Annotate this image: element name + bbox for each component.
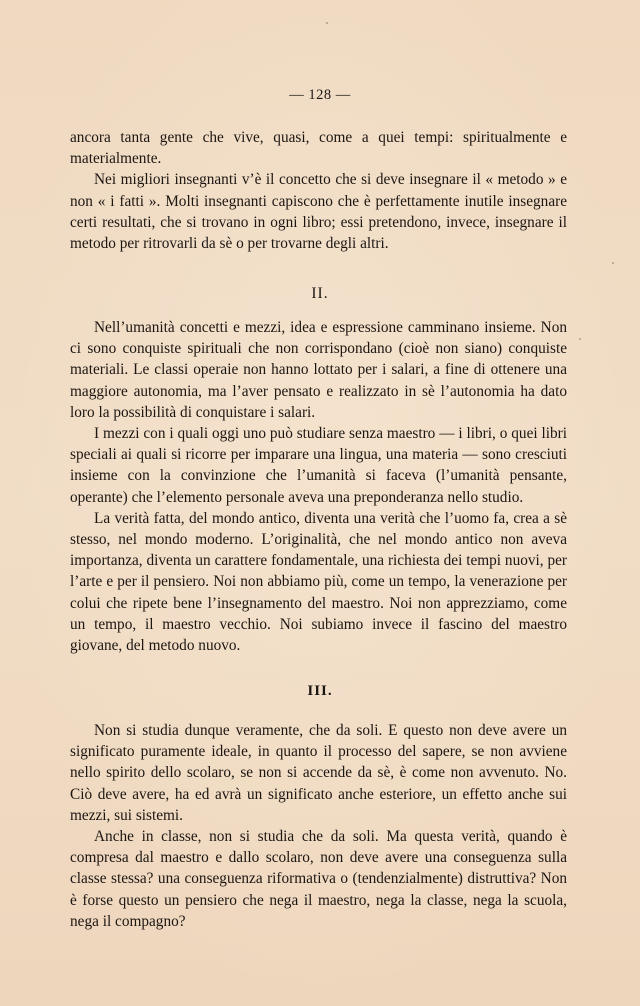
paragraph: Nei migliori insegnanti v’è il concetto che si deve insegnare il « metodo » e non « i fatti ». Molti insegnanti capiscono che è perfettamente inutile insegnare certi resultati, che si trovano in ogni libro; essi pretendono, invece, insegnare il metodo per ritrovarli da sè o per trovarne degli altri. <box>70 171 567 253</box>
section-2-text <box>70 317 567 656</box>
section-1-text <box>70 127 567 254</box>
section-heading-iii: III. <box>307 683 333 699</box>
paper-speck <box>579 338 581 340</box>
paper-speck <box>326 22 328 24</box>
paragraph: I mezzi con i quali oggi uno può studiare senza maestro — i libri, o quei libri speciali ai quali si ricorre per imparare una lingua, una materia — sono cresciuti insieme con la convinzione che l’umanità si faceva (l’umanità pensante, operante) che l’elemento personale aveva una preponderanza nello studio. <box>70 425 567 506</box>
paragraph: Non si studia dunque veramente, che da soli. E questo non deve avere un significato puramente ideale, in quanto il processo del sapere, se non avviene nello spirito dello scolaro, se non si accende da sè, è come non avvenuto. No. Ciò deve avere, ha ed avrà un significato anche esteriore, un effetto anche sui mezzi, sui sistemi. <box>70 722 567 824</box>
paper-speck <box>612 262 614 264</box>
paragraph: Nell’umanità concetti e mezzi, idea e espressione camminano insieme. Non ci sono conquiste spirituali che non corrispondano (cioè non siano) conquiste materiali. Le classi operaie non hanno lottato per i salari, a fine di ottenere una maggiore autonomia, ma l’aver pensato e realizzato in sè l’autonomia ha dato loro la possibilità di conquistare i salari. <box>70 319 567 421</box>
section-3-text <box>70 720 567 932</box>
paragraph: La verità fatta, del mondo antico, diventa una verità che l’uomo fa, crea a sè stesso, nel mondo moderno. L’originalità, che nel mondo antico non aveva importanza, diventa un carattere fondamentale, una richiesta dei tempi nuovi, per l’arte e per il pensiero. Noi non abbiamo più, come un tempo, la venerazione per colui che ripete bene l’insegnamento del maestro. Noi non apprezziamo, come un tempo, il maestro vecchio. Noi subiamo invece il fascino del maestro giovane, del metodo nuovo. <box>70 509 567 655</box>
paragraph: Anche in classe, non si studia che da soli. Ma questa verità, quando è compresa dal maestro e dallo scolaro, non deve avere una conseguenza sulla classe stessa? una conseguenza riformativa o (tendenzialmente) distruttiva? Non è forse questo un pensiero che nega il maestro, nega la classe, nega la scuola, nega il compagno? <box>70 828 567 930</box>
paragraph: ancora tanta gente che vive, quasi, come a quei tempi: spiritualmente e materialmente. <box>70 129 567 168</box>
section-heading-ii: II. <box>311 285 329 302</box>
page-number: — 128 — <box>289 87 351 103</box>
